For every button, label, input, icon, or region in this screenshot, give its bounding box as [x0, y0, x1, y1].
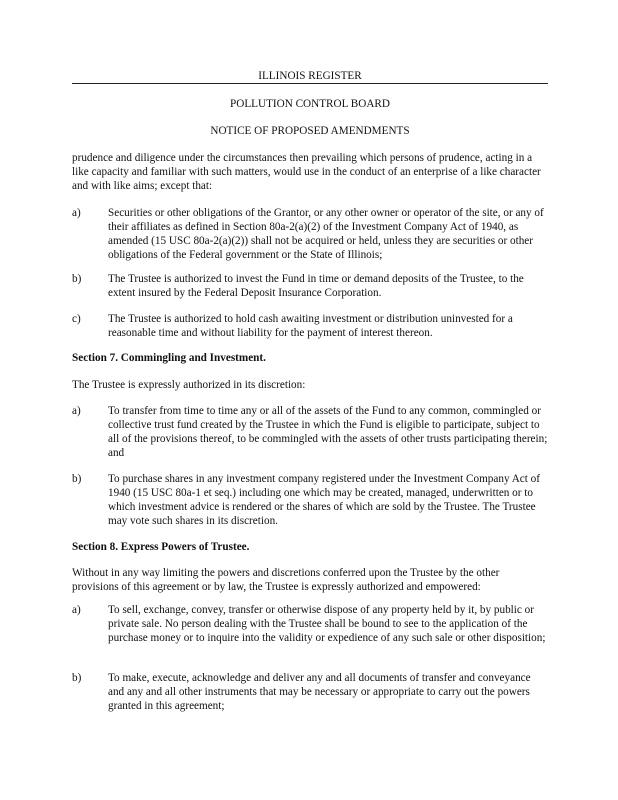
- section8-intro: Without in any way limiting the powers and discretions conferred upon the Trustee by the other provisions of this agreement or by law, the Trustee is expressly authorized and empowered:: [72, 567, 500, 593]
- header-rule: [72, 83, 548, 84]
- section8-heading: Section 8. Express Powers of Trustee.: [72, 541, 250, 553]
- section7-heading: Section 7. Commingling and Investment.: [72, 352, 266, 364]
- board-title: POLLUTION CONTROL BOARD: [230, 98, 390, 110]
- item-marker: a): [72, 405, 81, 417]
- item-text: To make, execute, acknowledge and deliver any and all documents of transfer and conveyance and any and all other instruments that may be necessary or appropriate to carry out the powers granted in this agreement;: [108, 672, 531, 712]
- register-title: ILLINOIS REGISTER: [258, 70, 362, 82]
- item-text: The Trustee is authorized to invest the Fund in time or demand deposits of the Trustee, to the extent insured by the Federal Deposit Insurance Corporation.: [108, 273, 524, 299]
- item-marker: b): [72, 273, 82, 285]
- item-marker: b): [72, 672, 82, 684]
- item-marker: b): [72, 473, 82, 485]
- intro-paragraph: prudence and diligence under the circumstances then prevailing which persons of prudence, acting in a like capacity and familiar with such matters, would use in the conduct of an enterprise of a like character and with like aims; except that:: [72, 152, 541, 192]
- item-text: To transfer from time to time any or all of the assets of the Fund to any common, commingled or collective trust fund created by the Trustee in which the Fund is eligible to participate, subject to all of the provisions thereof, to be commingled with the assets of other trusts participating therein; and: [108, 405, 548, 459]
- item-text: To sell, exchange, convey, transfer or otherwise dispose of any property held by it, by public or private sale. No person dealing with the Trustee shall be bound to see to the application of the purchase money or to inquire into the validity or expedience of any such sale or other disposition;: [108, 604, 546, 644]
- notice-title: NOTICE OF PROPOSED AMENDMENTS: [210, 125, 410, 137]
- item-text: Securities or other obligations of the Grantor, or any other owner or operator of the site, or any of their affiliates as defined in Section 80a-2(a)(2) of the Investment Company Act of 1940, as amended (15 USC 80a-2(a)(2)) shall not be acquired or held, unless they are securities or other obligations of the Federal government or the State of Illinois;: [108, 207, 544, 261]
- item-text: To purchase shares in any investment company registered under the Investment Company Act of 1940 (15 USC 80a-1 et seq.) including one which may be created, managed, underwritten or to which investment advice is rendered or the shares of which are sold by the Trustee. The Trustee may vote such shares in its discretion.: [108, 473, 540, 527]
- item-marker: c): [72, 313, 81, 325]
- section7-intro: The Trustee is expressly authorized in its discretion:: [72, 379, 306, 391]
- item-marker: a): [72, 207, 81, 219]
- item-text: The Trustee is authorized to hold cash awaiting investment or distribution uninvested for a reasonable time and without liability for the payment of interest thereon.: [108, 313, 513, 339]
- item-marker: a): [72, 604, 81, 616]
